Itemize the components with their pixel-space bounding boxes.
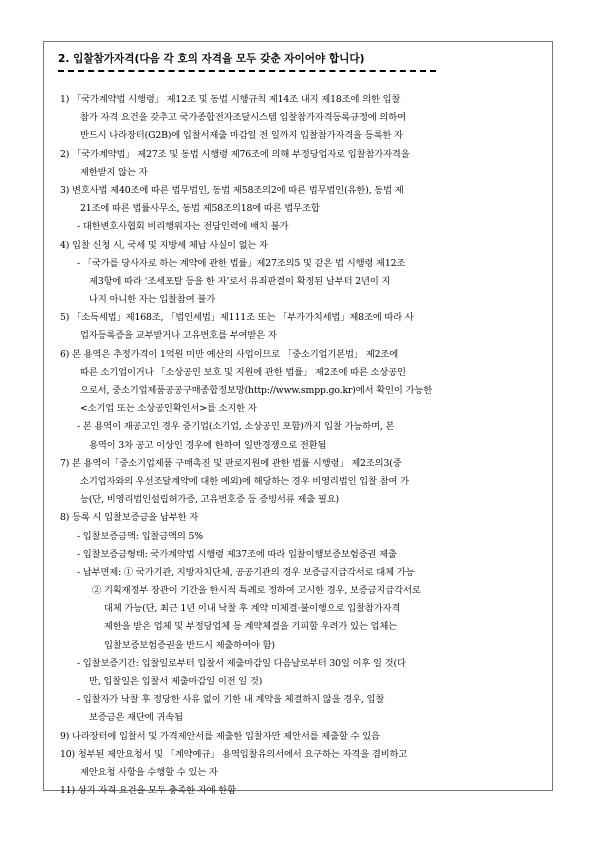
dashed-divider <box>58 70 436 72</box>
requirement-line: 4) 입찰 신청 시, 국세 및 지방세 체납 사실이 없는 자 <box>60 239 268 251</box>
requirement-line: ② 기획재정부 장관이 기간을 한시적 특례로 정하여 고시한 경우, 보증금지급각서로 <box>92 585 421 597</box>
requirement-line: 1) 「국가계약법 시행령」 제12조 및 동법 시행규칙 제14조 내지 제18조에 의한 입찰 <box>60 94 401 105</box>
requirement-line: 으로서, 중소기업제품공공구매종합정보망(http://www.smpp.go.kr)에서 확인이 가능한 <box>80 385 433 396</box>
requirement-line: 5) 「소득세법」제168조, 「법인세법」제111조 또는 「부가가치세법」제8조에 따라 사 <box>60 312 414 324</box>
requirement-line: 따른 소기업이거나 「소상공인 보호 및 지원에 관한 법률」 제2조에 따른 소상공인 <box>80 366 406 378</box>
requirement-line: 소기업자와의 우선조달계약에 대한 예외)에 해당하는 경우 비영리법인 입찰 참여 가 <box>80 475 409 487</box>
requirement-line: - 입찰보증금액: 입찰금액의 5% <box>77 530 203 542</box>
requirement-line: 21조에 따른 법률사무소, 동법 제58조의18에 따른 법무조합 <box>80 203 320 215</box>
requirement-line: - 입찰보증기간: 입찰일로부터 입찰서 제출마감일 다음날로부터 30일 이후 일 것(다 <box>77 657 406 669</box>
requirement-line: 제3항에 따라 ‘조세포탈 등을 한 자’로서 유죄판결이 확정된 날부터 2년이 지 <box>89 275 391 287</box>
requirement-line: 참가 자격 요건을 갖추고 국가종합전자조달시스템 입찰참가자격등록규정에 의하여 <box>80 112 406 124</box>
requirement-line: - 대한변호사협회 비리행위자는 전담인력에 배치 불가 <box>77 221 289 233</box>
requirement-line: - 입찰자가 낙찰 후 정당한 사유 없이 기한 내 계약을 체결하지 않을 경우, 입찰 <box>77 694 385 706</box>
requirement-line: - 「국가를 당사자로 하는 계약에 관한 법률」제27조의5 및 같은 법 시행령 제12조 <box>77 257 406 269</box>
requirement-line: <소기업 또는 소상공인확인서>를 소지한 자 <box>80 403 257 415</box>
requirement-line: 8) 등록 시 입찰보증금을 납부한 자 <box>60 512 199 524</box>
requirement-line: 10) 청부된 제안요청서 및 「계약예규」 용역입찰유의서에서 요구하는 자격을 겸비하고 <box>60 748 408 760</box>
requirement-line: 만, 입찰일은 입찰서 제출마감일 이전 일 것) <box>89 676 263 687</box>
requirement-line: 용역이 3차 공고 이상인 경우에 한하여 일반경쟁으로 전환됨 <box>89 439 327 451</box>
requirement-line: 11) 상기 자격 요건을 모두 충족한 자에 한함 <box>60 785 236 797</box>
requirement-line: 업자등록증을 교부받거나 고유번호를 부여받은 자 <box>80 330 277 342</box>
requirement-line: - 입찰보증금형태: 국가계약법 시행령 제37조에 따라 입찰이행보증보험증권 제출 <box>77 548 397 560</box>
requirement-line: 9) 나라장터에 입찰서 및 가격제안서를 제출한 입찰자만 제안서를 제출할 수 있음 <box>60 730 380 742</box>
requirement-line: 6) 본 용역은 추정가격이 1억원 미만 예산의 사업이므로 「중소기업기본법」 제2조에 <box>60 348 399 360</box>
requirement-line: 대체 가능(단, 최근 1년 이내 낙찰 후 계약 미체결·불이행으로 입찰참가자격 <box>104 603 401 615</box>
requirement-line: 제한받지 않는 자 <box>80 166 148 178</box>
requirement-line: 2) 「국가계약법」 제27조 및 동법 시행령 제76조에 의해 부정당업자로 입찰참가자격을 <box>60 148 410 160</box>
requirement-line: 제한을 받은 업체 및 부정당업체 등 계약체결을 기피할 우려가 있는 업체는 <box>104 621 397 633</box>
requirement-line: 제안요청 사항을 수행할 수 있는 자 <box>80 766 218 778</box>
requirement-line: 3) 변호사법 제40조에 따른 법무법인, 동법 제58조의2에 따른 법무법인(유한), 동법 제 <box>60 184 404 196</box>
requirement-line: 반드시 나라장터(G2B)에 입찰서제출 마감일 전 일까지 입찰참가자격을 등록한 자 <box>80 130 403 142</box>
requirement-line: - 본 용역이 재공고인 경우 중기업(소기업, 소상공인 포함)까지 입찰 가능하며, 본 <box>77 421 395 433</box>
requirement-line: 입찰보증보험증권을 반드시 제출하여야 함) <box>104 639 275 651</box>
requirement-line: 7) 본 용역이「중소기업제품 구매촉진 및 판로지원에 관한 법률 시행령」 제2조의3(중 <box>60 457 402 469</box>
section-title: 2. 입찰참가자격(다음 각 호의 자격을 모두 갖춘 자이어야 합니다) <box>58 53 365 65</box>
requirement-line: 능(단, 비영리법인설립허가증, 고유번호증 등 증빙서류 제출 필요) <box>80 494 339 506</box>
requirements-list <box>60 91 538 800</box>
requirement-line: 나지 아니한 자는 입찰참여 불가 <box>89 294 216 306</box>
requirement-line: 보증금은 재단에 귀속됨 <box>89 712 183 724</box>
requirement-line: - 납부면제: ① 국가기관, 지방자치단체, 공공기관의 경우 보증금지급각서로 대체 가능 <box>77 566 415 578</box>
